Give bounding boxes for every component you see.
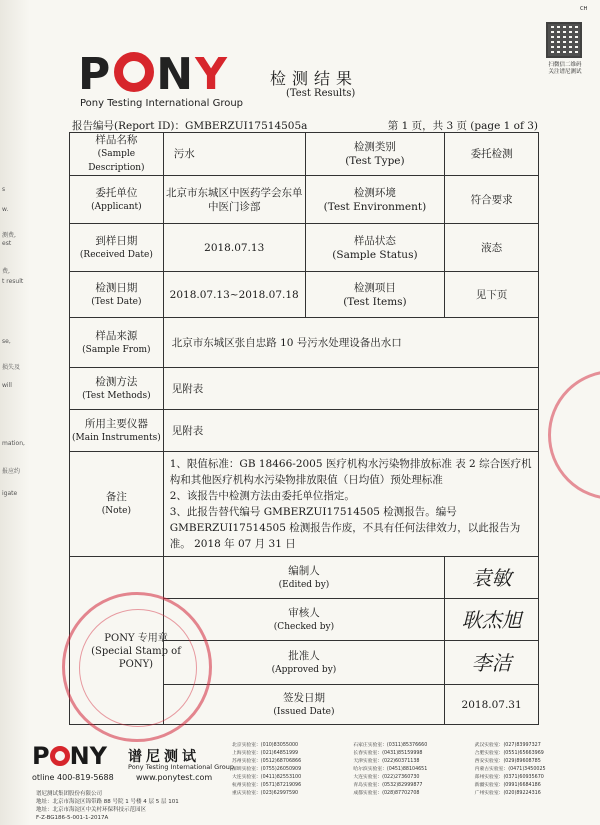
label-en: (Applicant) (91, 201, 142, 212)
lab-contact: 大连实验室：(022)27360730 (353, 775, 420, 780)
lab-contact: 苏州实验室：(0512)68706866 (232, 759, 302, 764)
edited-by-signature: 袁敏 (445, 557, 539, 599)
addr-line: F-Z-BG186-5-001-1-2017A (36, 815, 109, 821)
label-cn: 签发日期 (282, 691, 325, 704)
applicant-value: 北京市东城区中医药学会东单中医门诊部 (163, 176, 305, 224)
table-row (70, 176, 539, 224)
label-en: (Sample Description) (88, 149, 145, 173)
pony-logo: P NY (78, 49, 229, 100)
table-row (70, 368, 539, 410)
lab-contact: 广州实验室：(020)89224316 (474, 791, 541, 796)
sample-from-value: 北京市东城区张自忠路 10 号污水处理设备出水口 (163, 318, 538, 368)
report-id: 报告编号(Report ID)：GMBERZUI17514505a (72, 120, 308, 132)
table-row (70, 133, 539, 176)
test-environment-value: 符合要求 (445, 176, 539, 224)
qr-code-icon (546, 22, 582, 58)
footer-logo: P NY (32, 742, 108, 770)
lab-contact: 石家庄实验室：(0311)85376660 (353, 743, 428, 748)
table-row (70, 272, 539, 318)
addr-line: 地址：北京市海淀区锦带路 88 号院 1 号楼 4 层 5 层 101 (36, 799, 179, 805)
addr-line: 谱尼测试集团股份有限公司 (36, 791, 103, 797)
label-cn: 到样日期 (95, 234, 138, 247)
label-en: (Sample Status) (332, 248, 418, 261)
label-cn: 样品名称 (95, 134, 138, 146)
logo-ring-icon (114, 52, 154, 92)
checked-by-signature: 耿杰旭 (445, 599, 539, 641)
margin-text: 报应约 (2, 468, 21, 475)
lab-contact: 西安实验室：(029)89608785 (474, 759, 541, 764)
left-margin-strip (0, 0, 30, 825)
footer-brand-cn: 谱尼测试 (128, 749, 200, 765)
lab-contact: 重庆实验室：(023)62997590 (232, 791, 299, 796)
label-en: (Main Instruments) (72, 432, 161, 443)
lab-contact: 杭州实验室：(0571)87219096 (232, 783, 302, 788)
label-cn: 所用主要仪器 (84, 417, 148, 430)
lab-contact: 青岛实验室：(0532)82999877 (353, 783, 423, 788)
lab-contact: 长春实验室：(0431)85159998 (353, 751, 423, 756)
page-title-en: (Test Results) (286, 88, 356, 99)
approved-by-signature: 李洁 (445, 641, 539, 685)
table-row (70, 318, 539, 368)
website-link[interactable]: www.ponytest.com (136, 773, 213, 782)
label-cn: 备注 (105, 491, 127, 503)
note-line: 1、限值标准：GB 18466-2005 医疗机构水污染物排放标准 表 2 综合医疗机构和其他医疗机构水污染物排放限值（日均值）预处理标准 (169, 458, 532, 486)
label-cn: 检测项目 (353, 281, 396, 294)
label-en: (Note) (101, 506, 131, 516)
label-en: (Sample From) (82, 344, 151, 355)
lab-contact: 大连实验室：(0411)82553100 (232, 775, 302, 780)
hotline: otline 400-819-5688 (32, 773, 114, 782)
logo-subtitle: Pony Testing International Group (80, 98, 244, 109)
margin-text: 费, (2, 268, 10, 275)
lab-contact: 上海实验室：(021)64851999 (232, 751, 299, 756)
margin-text: se, (2, 338, 11, 345)
label-cn: 检测环境 (353, 186, 396, 199)
lab-contact: 北京实验室：(010)83055000 (232, 743, 299, 748)
label-en: (Test Type) (345, 155, 405, 167)
margin-text: mation, (2, 440, 25, 447)
lab-contact: 哈尔滨实验室：(0451)88104651 (353, 767, 428, 772)
stamp-line: (Special Stamp of (91, 646, 181, 657)
label-cn: 检测方法 (95, 375, 138, 388)
page-number: 第 1 页，共 3 页 (page 1 of 3) (387, 120, 538, 132)
sample-status-value: 液态 (445, 224, 539, 272)
label-cn: 样品来源 (95, 329, 138, 342)
lab-contact: 新疆实验室：(0991)6684186 (474, 783, 541, 788)
lab-contact-list (232, 742, 592, 798)
sample-description-value: 污水 (163, 133, 305, 176)
footer-brand-en: Pony Testing International Group (128, 763, 234, 771)
label-cn: 委托单位 (95, 186, 138, 199)
qr-caption: 扫微信二维码 关注谱尼测试 (548, 62, 582, 75)
footer-address (36, 790, 179, 822)
margin-text: 测费, (2, 232, 16, 239)
label-cn: 检测类别 (353, 141, 396, 153)
lab-contact: 成都实验室：(028)87702708 (353, 791, 420, 796)
margin-text: will (2, 382, 12, 389)
margin-text: 损失及 (2, 364, 21, 371)
label-en: (Received Date) (79, 249, 153, 260)
margin-text: est (2, 240, 12, 247)
label-en: (Edited by) (278, 579, 330, 590)
lab-contact: 深圳实验室：(0755)26050909 (232, 767, 302, 772)
addr-line: 地址：北京市海淀区中关村环保科技示范园区 (36, 807, 147, 813)
label-en: (Approved by) (271, 664, 337, 675)
table-row (70, 410, 539, 452)
lab-contact: 内蒙古实验室：(0471)3450025 (474, 767, 546, 772)
test-type-value: 委托检测 (445, 133, 539, 176)
margin-text: s (2, 186, 6, 193)
margin-text: t result (2, 278, 24, 285)
red-seal-stamp-right (548, 370, 600, 500)
test-date-value: 2018.07.13~2018.07.18 (163, 272, 305, 318)
label-cn: 检测日期 (95, 281, 138, 294)
corner-mark: CH (580, 6, 588, 12)
stamp-line: PONY 专用章 (104, 633, 168, 644)
note-line: 3、此报告替代编号 GMBERZUI17514505 检测报告。编号 GMBERZUI17514505 检测报告作废，不具有任何法律效力，以此报告为准。 2018 年 07 月 31 日 (169, 506, 521, 550)
lab-contact: 合肥实验室：(0551)65663969 (474, 751, 544, 756)
label-en: (Checked by) (273, 621, 335, 632)
stamp-line: PONY) (118, 659, 154, 670)
special-stamp-label (86, 632, 186, 671)
lab-contact: 郑州实验室：(0371)60935670 (474, 775, 544, 780)
label-en: (Test Date) (91, 296, 142, 307)
label-en: (Issued Date) (273, 706, 335, 717)
note-content (163, 452, 538, 557)
lab-contact: 武汉实验室：(027)83997327 (474, 743, 541, 748)
margin-text: w. (2, 206, 9, 213)
test-methods-value: 见附表 (163, 368, 538, 410)
table-row (70, 224, 539, 272)
label-en: (Test Items) (343, 295, 407, 308)
label-cn: 样品状态 (353, 234, 396, 247)
received-date-value: 2018.07.13 (163, 224, 305, 272)
test-items-value: 见下页 (445, 272, 539, 318)
issued-date-value: 2018.07.31 (445, 685, 539, 725)
label-cn: 审核人 (288, 606, 320, 619)
logo-ring-icon (50, 746, 70, 766)
label-en: (Test Environment) (323, 200, 427, 213)
label-en: (Test Methods) (82, 390, 151, 401)
table-row (70, 452, 539, 557)
label-cn: 批准人 (288, 649, 320, 662)
label-cn: 编制人 (288, 564, 320, 577)
margin-text: igate (2, 490, 18, 497)
main-instruments-value: 见附表 (163, 410, 538, 452)
page-title: 检测结果 (270, 69, 359, 88)
note-line: 2、该报告中检测方法由委托单位指定。 (169, 490, 355, 502)
lab-contact: 天津实验室：(022)60371138 (353, 759, 420, 764)
